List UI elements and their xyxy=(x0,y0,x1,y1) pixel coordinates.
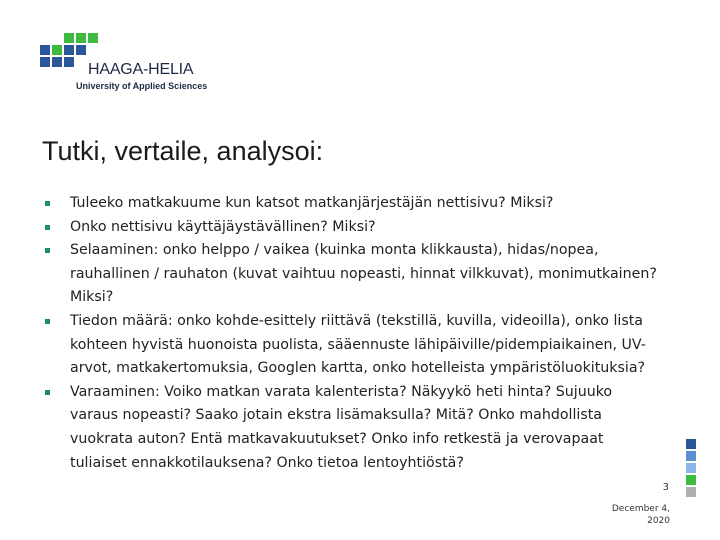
list-item xyxy=(42,216,662,240)
list-item xyxy=(42,192,662,216)
bullet-list xyxy=(42,192,662,475)
side-bar-segment xyxy=(686,487,696,497)
bullet-square-icon xyxy=(45,390,50,395)
page-title: Tutki, vertaile, analysoi: xyxy=(42,136,324,166)
side-bar-segment xyxy=(686,463,696,473)
bullet-text: Onko nettisivu käyttäjäystävällinen? Miksi? xyxy=(70,218,376,235)
logo-name: HAAGA-HELIA xyxy=(88,61,194,78)
page-number: 3 xyxy=(662,482,669,493)
bullet-square-icon xyxy=(45,201,50,206)
side-bar-segment xyxy=(686,451,696,461)
bullet-square-icon xyxy=(45,248,50,253)
bullet-text: Tiedon määrä: onko kohde-esittely riittävä (tekstillä, kuvilla, videoilla), onko lista kohteen hyvistä huonoista puolista, sääennuste lähipäiville/pidempiaikainen, UV-arvot, matkakertomuksia, Googlen kartta, onko hotelleista ympäristöluokituksia? xyxy=(70,312,646,377)
list-item xyxy=(42,310,662,381)
side-color-bar xyxy=(686,439,696,505)
logo-subtitle: University of Applied Sciences xyxy=(76,81,208,91)
bullet-square-icon xyxy=(45,225,50,230)
side-bar-segment xyxy=(686,475,696,485)
side-bar-segment xyxy=(686,439,696,449)
bullet-text: Selaaminen: onko helppo / vaikea (kuinka monta klikkausta), hidas/nopea, rauhallinen / rauhaton (kuvat vaihtuu nopeasti, hinnat vilkkuvat), monimutkainen? Miksi? xyxy=(70,242,657,306)
bullet-text: Varaaminen: Voiko matkan varata kalenterista? Näkyykö heti hinta? Sujuuko varaus nopeasti? Saako jotain ekstra lisämaksulla? Mitä? Onko mahdollista vuokrata auton? Entä matkavakuutukset? Onko info retkestä ja verovapaat tuliaiset ennakkotilauksena? Onko tietoa lentoyhtiöstä? xyxy=(70,383,613,471)
bullet-square-icon xyxy=(45,319,50,324)
slide-date: December 4, 2020 xyxy=(611,504,670,526)
list-item xyxy=(42,381,662,475)
list-item xyxy=(42,239,662,310)
haaga-helia-logo xyxy=(40,33,240,95)
bullet-text: Tuleeko matkakuume kun katsot matkanjärjestäjän nettisivu? Miksi? xyxy=(70,195,554,211)
